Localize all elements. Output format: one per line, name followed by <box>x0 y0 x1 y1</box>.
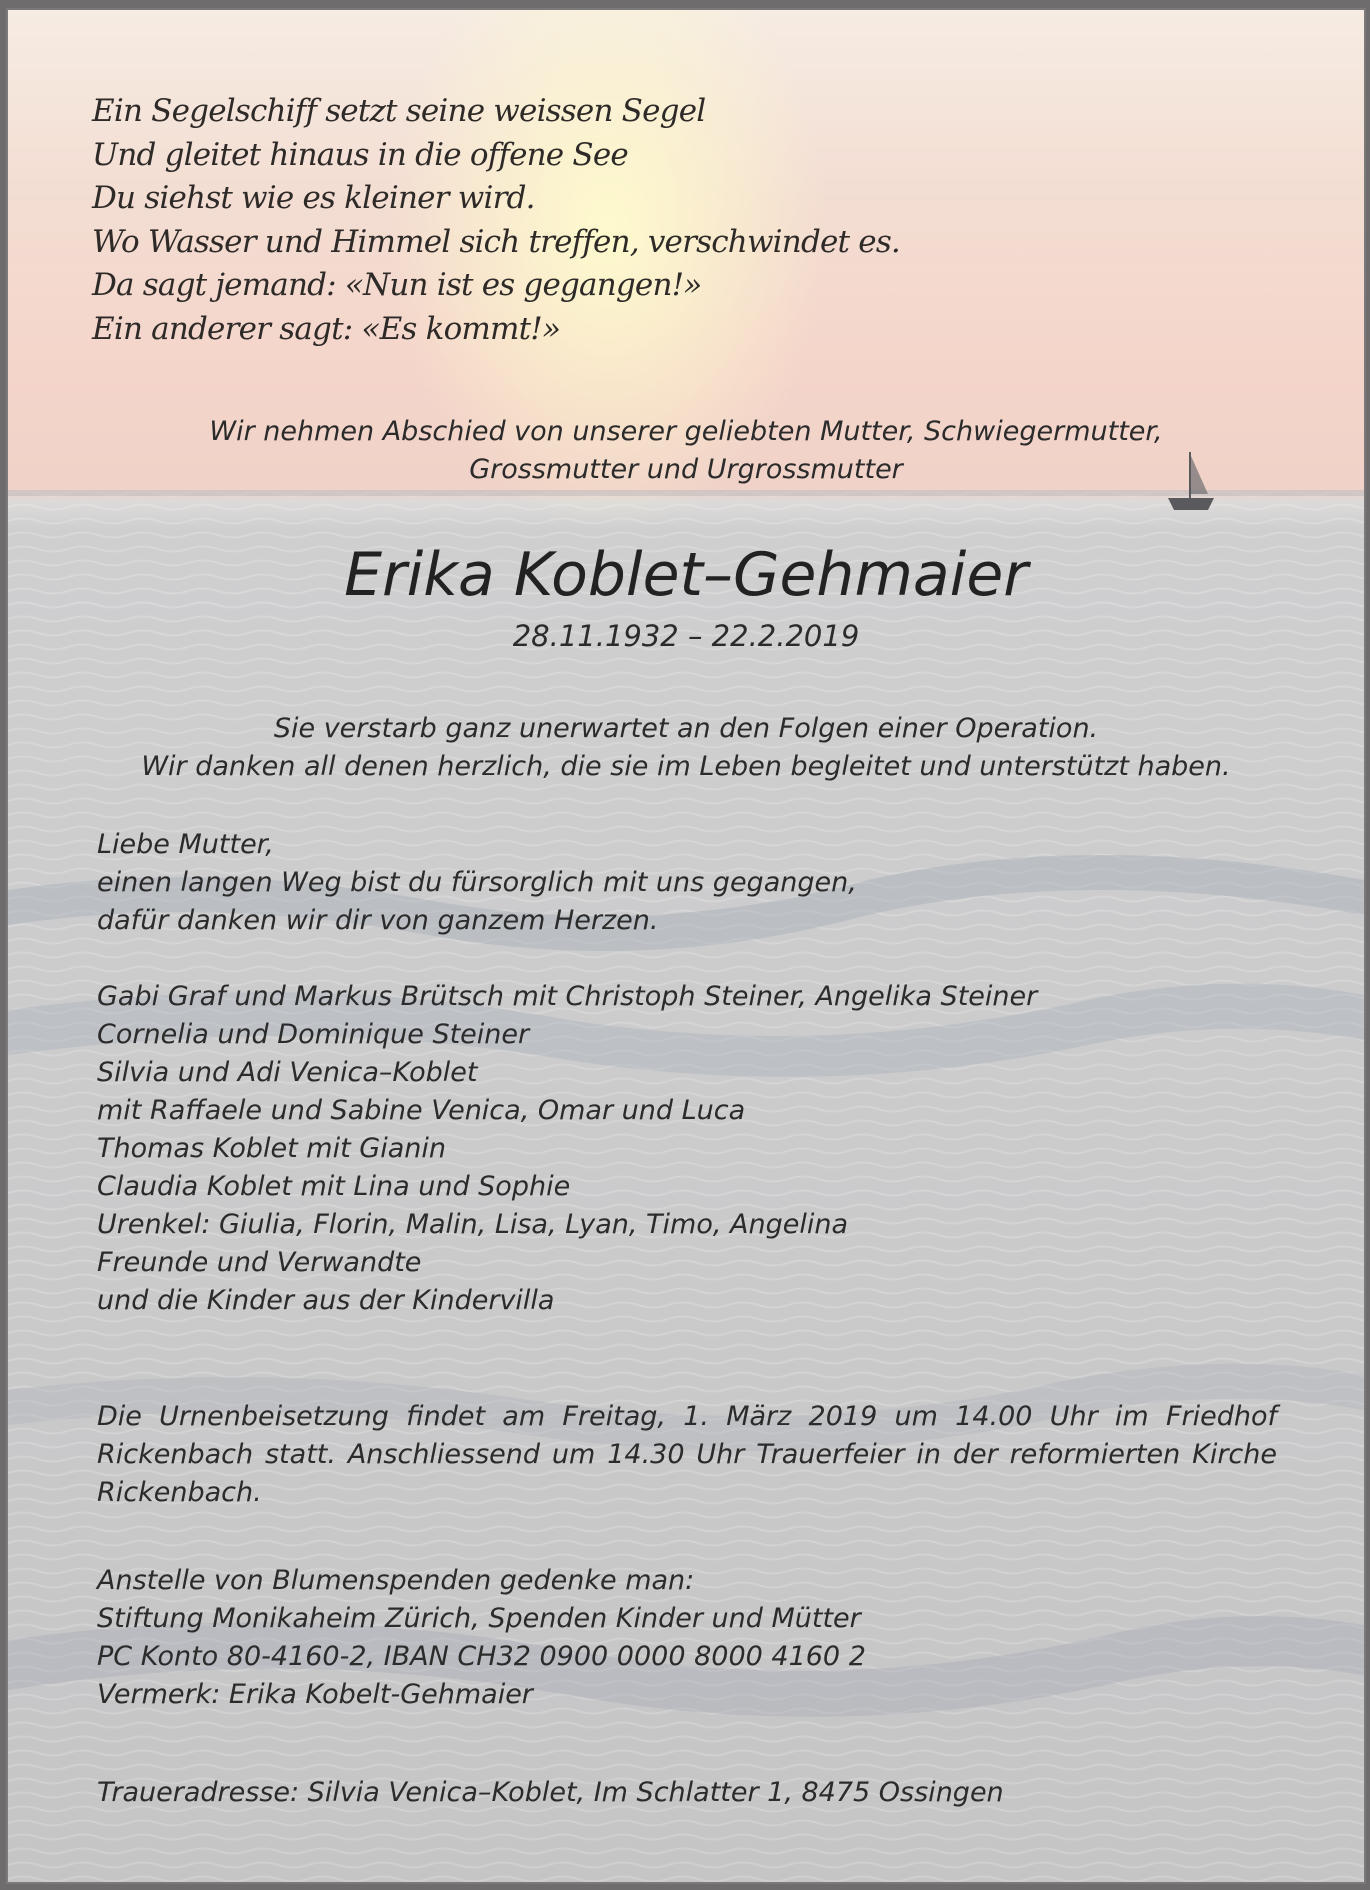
mourning-address: Traueradresse: Silvia Venica–Koblet, Im Schlatter 1, 8475 Ossingen <box>97 1777 1004 1808</box>
poem-line: Ein anderer sagt: «Es kommt!» <box>92 310 561 347</box>
donation-info <box>97 1562 1277 1714</box>
donation-line: Anstelle von Blumenspenden gedenke man: <box>97 1565 695 1596</box>
ceremony-details: Die Urnenbeisetzung findet am Freitag, 1. März 2019 um 14.00 Uhr im Friedhof Rickenbach statt. Anschliessend um 14.30 Uhr Trauerfeier in der reformierten Kirche Rickenbach. <box>97 1401 1277 1508</box>
poem-line: Da sagt jemand: «Nun ist es gegangen!» <box>92 267 702 303</box>
mourner-line: Thomas Koblet mit Gianin <box>97 1133 446 1164</box>
obituary-card <box>6 8 1366 1884</box>
mourner-line: Gabi Graf und Markus Brütsch mit Christoph Steiner, Angelika Steiner <box>97 981 1038 1012</box>
thanks-line: Wir danken all denen herzlich, die sie im Leben begleitet und unterstützt haben. <box>141 751 1231 782</box>
mourner-line: Urenkel: Giulia, Florin, Malin, Lisa, Lyan, Timo, Angelina <box>97 1209 848 1240</box>
mourner-line: Cornelia und Dominique Steiner <box>97 1019 530 1050</box>
mourner-line: und die Kinder aus der Kindervilla <box>97 1285 555 1316</box>
mourner-line: Freunde und Verwandte <box>97 1247 422 1278</box>
life-dates: 28.11.1932 – 22.2.2019 <box>512 619 860 653</box>
message-line: Liebe Mutter, <box>97 829 274 860</box>
poem-line: Du siehst wie es kleiner wird. <box>92 180 535 216</box>
message-line: dafür danken wir dir von ganzem Herzen. <box>97 905 659 936</box>
intro-line: Wir nehmen Abschied von unserer geliebten Mutter, Schwiegermutter, <box>209 416 1163 447</box>
poem-line: Ein Segelschiff setzt seine weissen Segel <box>92 93 706 129</box>
message-line: einen langen Weg bist du fürsorglich mit uns gegangen, <box>97 867 857 898</box>
poem-line: Und gleitet hinaus in die offene See <box>92 136 628 173</box>
farewell-intro <box>8 413 1364 489</box>
intro-line: Grossmutter und Urgrossmutter <box>469 454 903 485</box>
donation-line: PC Konto 80-4160-2, IBAN CH32 0900 0000 8000 4160 2 <box>97 1641 866 1672</box>
personal-message <box>97 826 1277 940</box>
cause-of-death <box>8 710 1364 786</box>
cause-line: Sie verstarb ganz unerwartet an den Folgen einer Operation. <box>273 713 1099 744</box>
donation-line: Vermerk: Erika Kobelt-Gehmaier <box>97 1679 533 1710</box>
mourners-list <box>97 978 1277 1320</box>
mourner-line: Claudia Koblet mit Lina und Sophie <box>97 1171 571 1202</box>
poem <box>92 90 900 351</box>
deceased-name: Erika Koblet–Gehmaier <box>344 540 1028 610</box>
mourner-line: Silvia und Adi Venica–Koblet <box>97 1057 478 1088</box>
mourner-line: mit Raffaele und Sabine Venica, Omar und Luca <box>97 1095 746 1126</box>
poem-line: Wo Wasser und Himmel sich treffen, verschwindet es. <box>92 223 900 260</box>
donation-line: Stiftung Monikaheim Zürich, Spenden Kinder und Mütter <box>97 1603 861 1634</box>
